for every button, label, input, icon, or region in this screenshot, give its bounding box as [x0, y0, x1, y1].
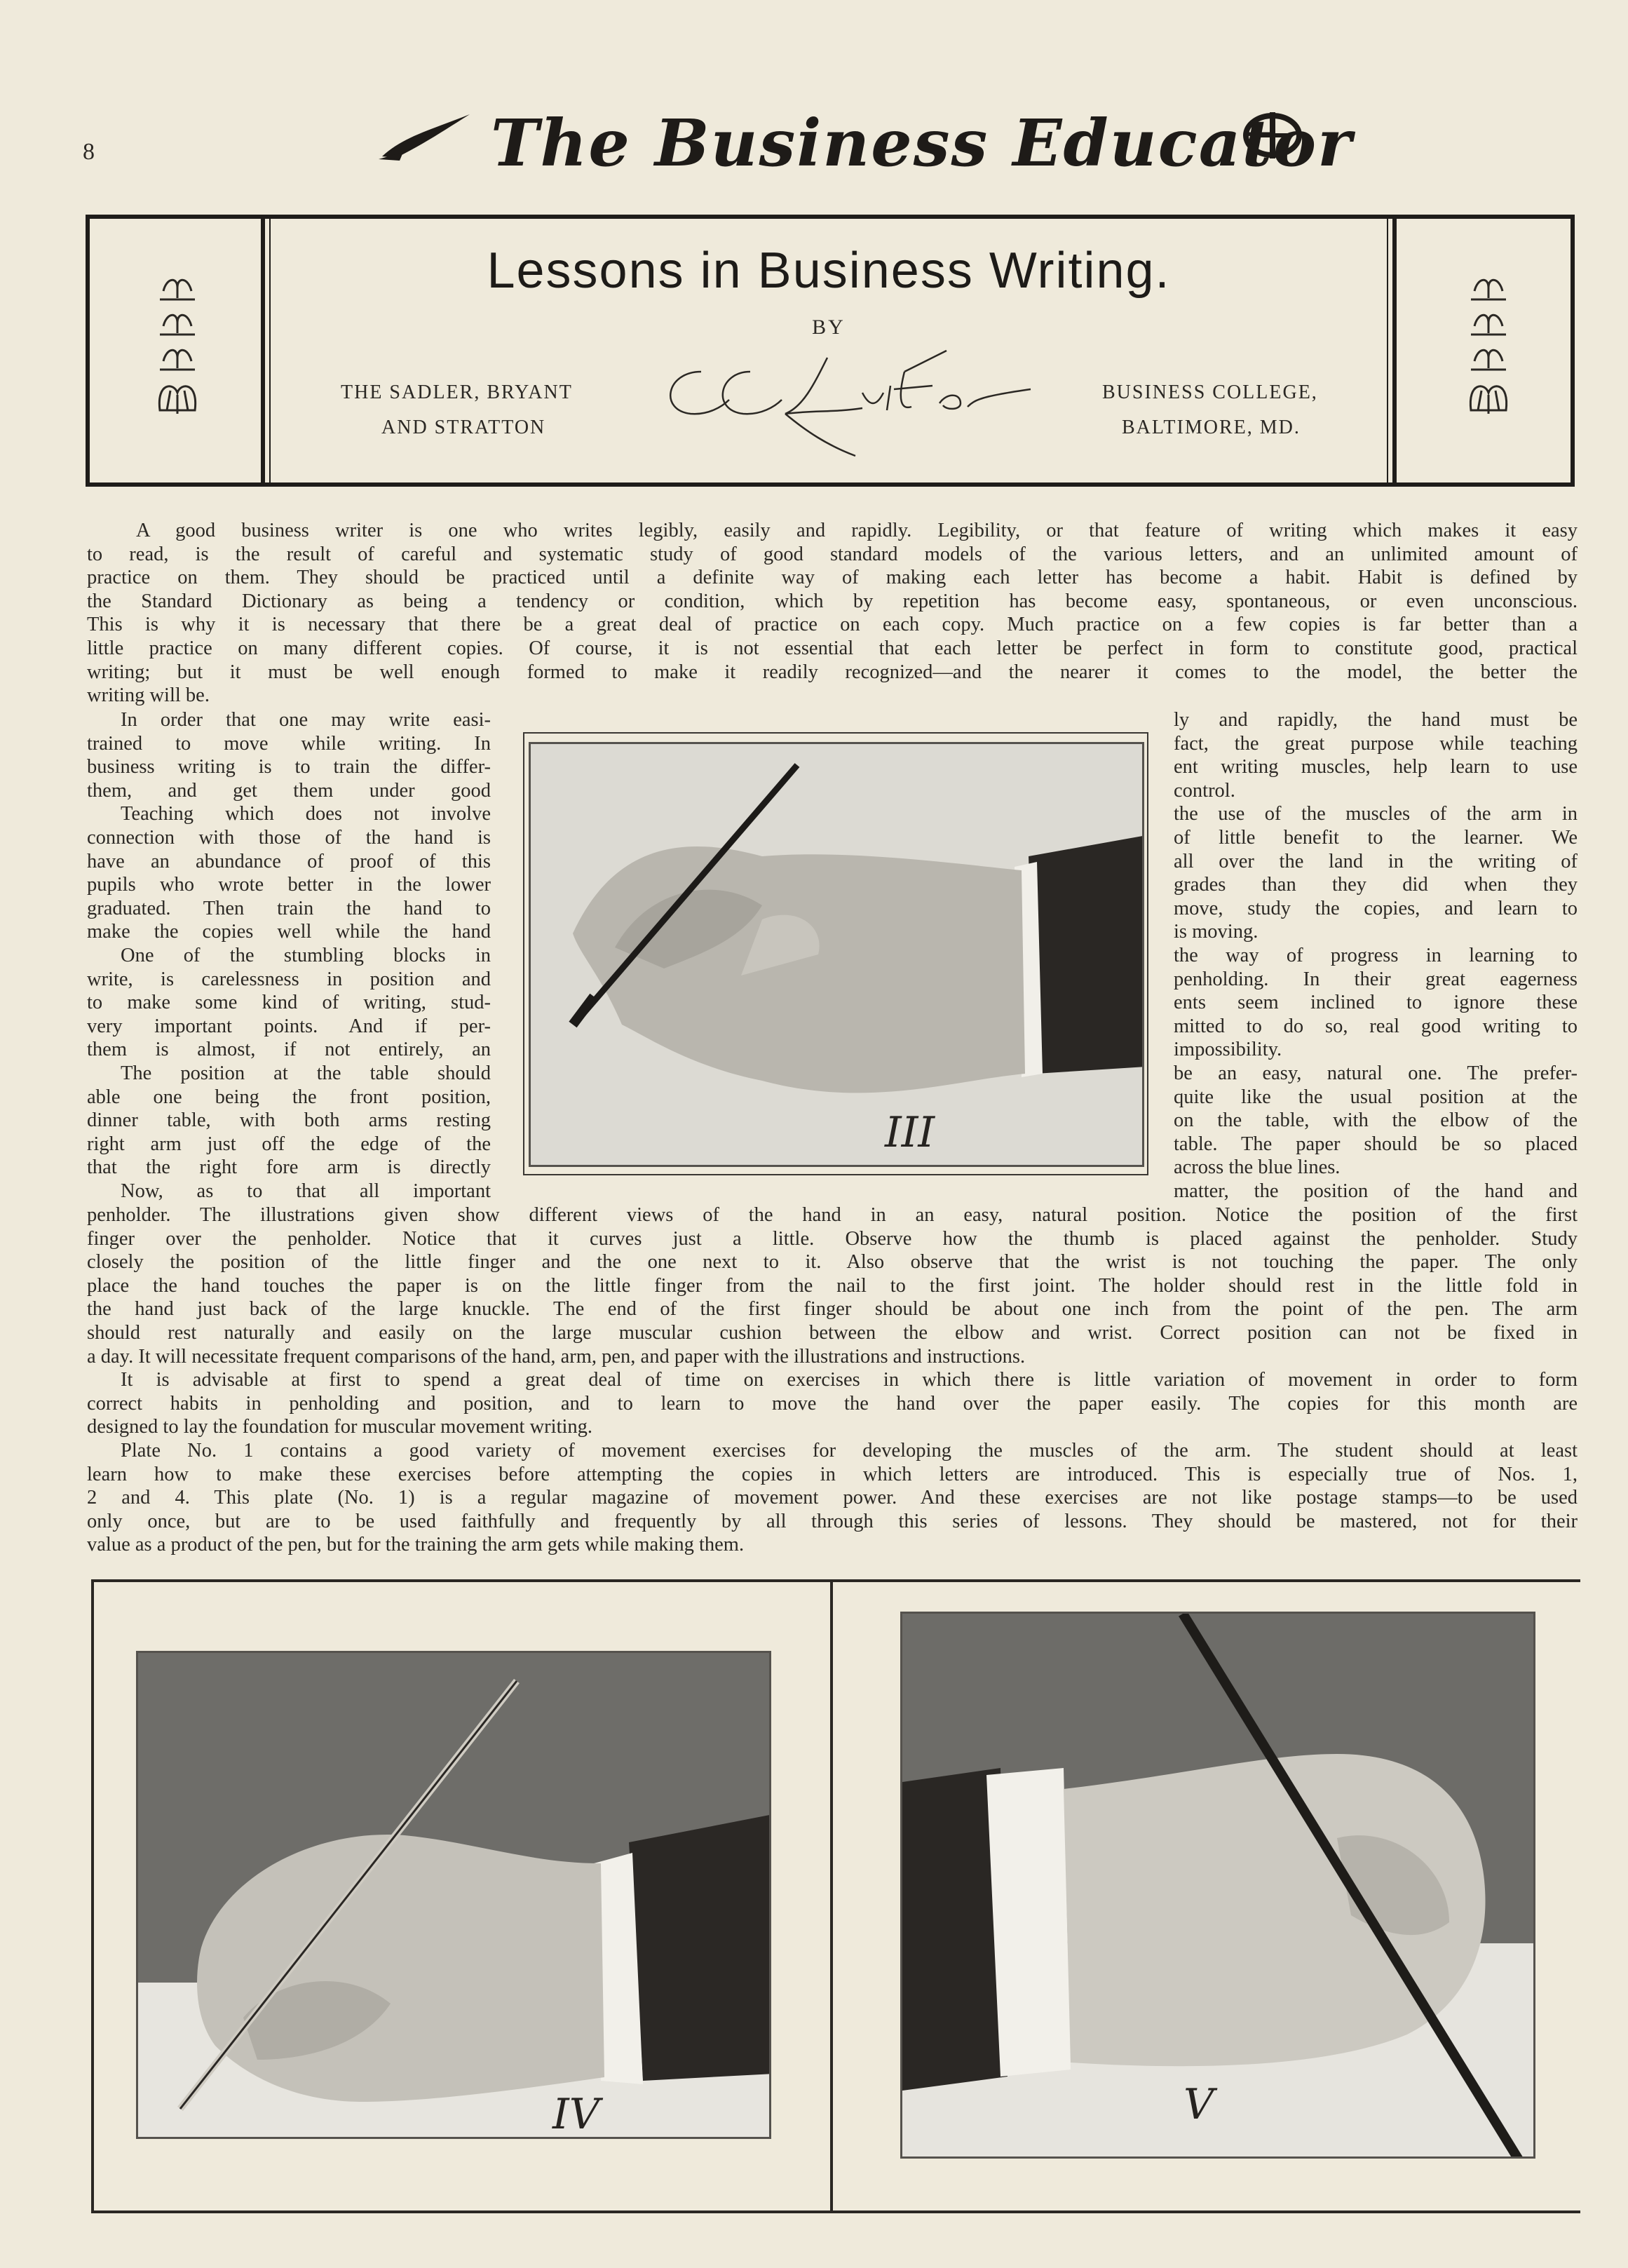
text-line: penholder. The illustrations given show different views of the hand in an easy, natural position. Notice the position of the first — [87, 1204, 1578, 1226]
text-line: learn how to make these exercises before attempting the copies in which letters are introduced. This is especially true of Nos. 1, — [87, 1463, 1578, 1485]
text-line: write, is carelessness in position and — [87, 968, 491, 990]
text-line: right arm just off the edge of the — [87, 1133, 491, 1155]
text-line: across the blue lines. — [1174, 1156, 1341, 1179]
text-line: It is advisable at first to spend a great deal of time on exercises in which there is little variation of movement in order to form — [121, 1369, 1578, 1391]
text-line: Plate No. 1 contains a good variety of movement exercises for developing the muscles of the arm. The student should at least — [121, 1439, 1578, 1462]
plate-iv-label: IV — [552, 2090, 600, 2139]
affiliation-left-line1: THE SADLER, BRYANT — [341, 382, 573, 403]
text-line: only once, but are to be used faithfully and frequently by all through this series of lessons. They should be mastered, not for their — [87, 1510, 1578, 1532]
text-line: is moving. — [1174, 921, 1259, 943]
text-line: mitted to do so, real good writing to — [1174, 1015, 1578, 1037]
text-line: The position at the table should — [121, 1062, 491, 1084]
text-line: 2 and 4. This plate (No. 1) is a regular magazine of movement power. And these exercises are not like postage stamps—to be used — [87, 1487, 1578, 1509]
plates-top-rule — [91, 1579, 1580, 1582]
text-line: writing will be. — [87, 684, 210, 707]
text-line: very important points. And if per- — [87, 1015, 491, 1037]
masthead-title: The Business Educator — [491, 105, 1353, 181]
text-line: matter, the position of the hand and — [1174, 1180, 1578, 1202]
plates-bottom-rule — [91, 2210, 1580, 2213]
text-line: closely the position of the little finger and the one next to it. Also observe that the wrist is not touching the paper. The only — [87, 1251, 1578, 1274]
text-line: ly and rapidly, the hand must be — [1174, 709, 1578, 731]
page-number: 8 — [83, 139, 95, 165]
text-line: designed to lay the foundation for muscular movement writing. — [87, 1416, 593, 1438]
text-line: the use of the muscles of the arm in — [1174, 803, 1578, 825]
text-line: This is why it is necessary that there be a great deal of practice on each copy. Much practice on a few copies is far better than a — [87, 614, 1578, 636]
text-line: value as a product of the pen, but for the training the arm gets while making them. — [87, 1534, 745, 1556]
text-line: should rest naturally and easily on the large muscular cushion between the elbow and wrist. Correct position can not be fixed in — [87, 1321, 1578, 1344]
header-divider-right-thin — [1387, 215, 1388, 487]
text-line: of little benefit to the learner. We — [1174, 826, 1578, 849]
text-line: Now, as to that all important — [121, 1180, 491, 1202]
text-line: them is almost, if not entirely, an — [87, 1039, 491, 1061]
text-line: have an abundance of proof of this — [87, 850, 491, 872]
text-line: graduated. Then train the hand to — [87, 897, 491, 919]
author-signature — [652, 344, 1045, 463]
text-line: One of the stumbling blocks in — [121, 944, 491, 966]
hand-holding-pen-illustration — [531, 744, 1144, 1167]
plates-left-rule — [91, 1579, 94, 2213]
intro-paragraph — [87, 519, 1578, 708]
body-paragraphs — [87, 1203, 1578, 1557]
plate-v-label: V — [1183, 2080, 1214, 2129]
affiliation-right-line2: BALTIMORE, MD. — [1122, 417, 1301, 438]
text-line: ent writing muscles, help learn to use — [1174, 756, 1578, 778]
text-line: finger over the penholder. Notice that it curves just a little. Observe how the thumb is placed against the penholder. Study — [87, 1227, 1578, 1250]
text-line: little practice on many different copies. Of course, it is not essential that each letter be perfect in form to constitute good, practical — [87, 637, 1578, 659]
tulip-ornament-right-icon — [1457, 270, 1520, 431]
text-line: business writing is to train the differ- — [87, 756, 491, 778]
right-column — [1174, 708, 1578, 1203]
text-line: penholding. In their great eagerness — [1174, 968, 1578, 990]
text-line: to make some kind of writing, stud- — [87, 992, 491, 1014]
text-line: ents seem inclined to ignore these — [1174, 992, 1578, 1014]
left-column — [87, 708, 491, 1203]
hand-side-view-illustration — [138, 1653, 771, 2139]
text-line: writing; but it must be well enough formed to make it readily recognized—and the nearer it comes to the model, the better the — [87, 661, 1578, 683]
text-line: dinner table, with both arms resting — [87, 1109, 491, 1132]
text-line: them, and get them under good — [87, 779, 491, 802]
text-line: control. — [1174, 779, 1235, 802]
text-line: practice on them. They should be practiced until a definite way of making each letter has become a habit. Habit is defined by — [87, 567, 1578, 589]
lesson-title: Lessons in Business Writing. — [487, 243, 1171, 299]
text-line: correct habits in penholding and position, and to learn to move the hand over the paper easily. The copies for this month are — [87, 1392, 1578, 1415]
text-line: make the copies well while the hand — [87, 921, 491, 943]
text-line: able one being the front position, — [87, 1086, 491, 1108]
text-line: impossibility. — [1174, 1039, 1282, 1061]
plate-iii-photo — [529, 742, 1144, 1167]
affiliation-left-line2: AND STRATTON — [381, 417, 546, 438]
text-line: the hand just back of the large knuckle. The end of the first finger should be about one inch from the point of the pen. The arm — [87, 1298, 1578, 1321]
plates-middle-rule — [830, 1579, 833, 2213]
text-line: connection with those of the hand is — [87, 826, 491, 849]
text-line: the Standard Dictionary as being a tendency or condition, which by repetition has become easy, spontaneous, or even unconscious. — [87, 590, 1578, 612]
header-divider-left — [261, 215, 265, 487]
hand-back-view-illustration — [902, 1614, 1535, 2159]
text-line: move, study the copies, and learn to — [1174, 897, 1578, 919]
text-line: pupils who wrote better in the lower — [87, 874, 491, 896]
plate-iii-label: III — [885, 1108, 935, 1157]
text-line: quite like the usual position at the — [1174, 1086, 1578, 1108]
text-line: be an easy, natural one. The prefer- — [1174, 1062, 1578, 1084]
plate-iv-photo — [136, 1651, 771, 2139]
quill-pen-icon — [375, 109, 473, 165]
text-line: on the table, with the elbow of the — [1174, 1109, 1578, 1132]
plate-v-photo — [900, 1612, 1535, 2159]
text-line: the way of progress in learning to — [1174, 944, 1578, 966]
tulip-ornament-left-icon — [146, 270, 209, 431]
text-line: trained to move while writing. In — [87, 732, 491, 755]
dollar-monogram-icon — [1241, 111, 1304, 160]
text-line: that the right fore arm is directly — [87, 1156, 491, 1179]
text-line: A good business writer is one who writes legibly, easily and rapidly. Legibility, or that feature of writing which makes it easy — [136, 520, 1578, 541]
byline: BY — [812, 316, 846, 339]
text-line: grades than they did when they — [1174, 874, 1578, 896]
text-line: place the hand touches the paper is on the little finger from the nail to the first joint. The holder should rest in the little fold in — [87, 1274, 1578, 1297]
header-divider-right — [1392, 215, 1397, 487]
affiliation-right-line1: BUSINESS COLLEGE, — [1102, 382, 1318, 403]
text-line: table. The paper should be so placed — [1174, 1133, 1578, 1155]
text-line: In order that one may write easi- — [121, 709, 491, 731]
text-line: Teaching which does not involve — [121, 803, 491, 825]
text-line: all over the land in the writing of — [1174, 850, 1578, 872]
text-line: a day. It will necessitate frequent comparisons of the hand, arm, pen, and paper with the illustrations and instructions. — [87, 1345, 1026, 1368]
text-line: fact, the great purpose while teaching — [1174, 732, 1578, 755]
text-line: to read, is the result of careful and systematic study of good standard models of the various letters, and an unlimited amount of — [87, 543, 1578, 565]
